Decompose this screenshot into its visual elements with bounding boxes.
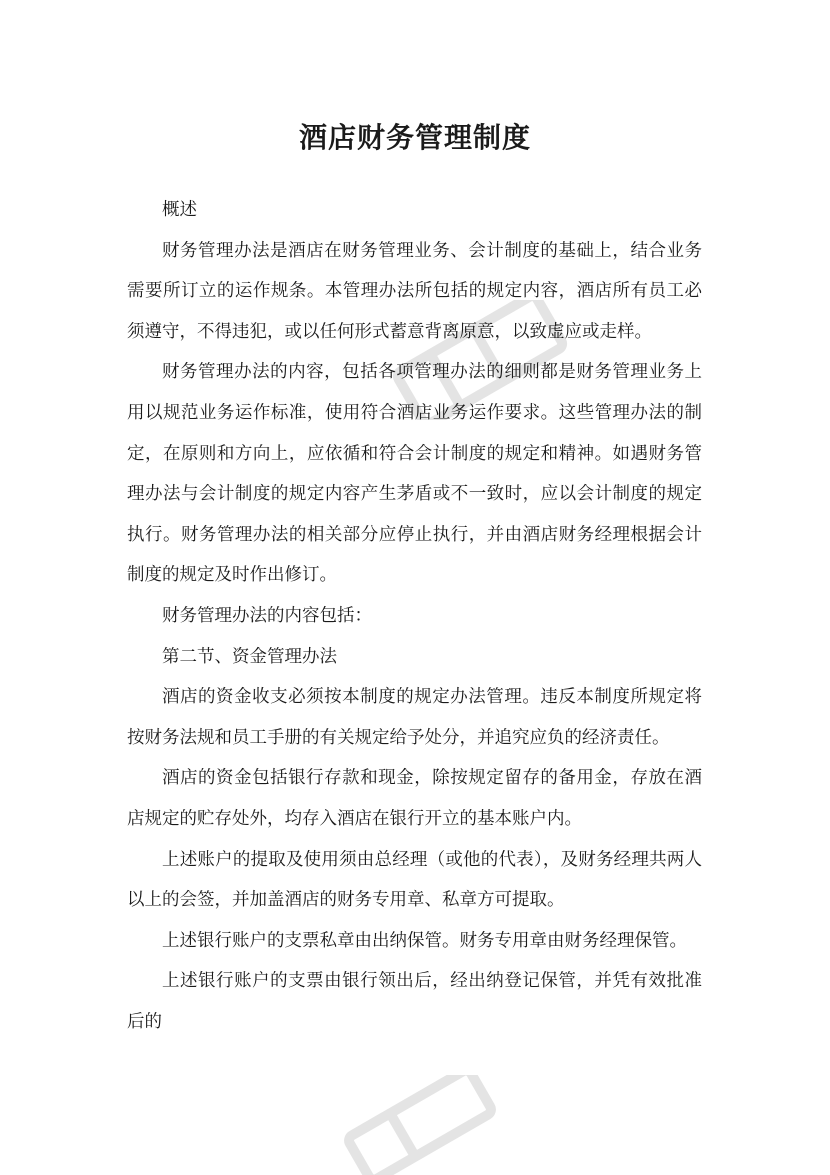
section-heading-fund-management: 第二节、资金管理办法 [162, 646, 337, 667]
paragraph: 上述银行账户的支票私章由出纳保管。财务专用章由财务经理保管。 [162, 930, 687, 951]
paragraph: 上述银行账户的支票由银行领出后，经出纳登记保管，并凭有效批准后的 [127, 971, 702, 1032]
paragraph: 酒店的资金收支必须按本制度的规定办法管理。违反本制度所规定将按财务法规和员工手册的有关规定给予处分，并追究应负的经济责任。 [127, 687, 702, 748]
paragraph: 上述账户的提取及使用须由总经理（或他的代表），及财务经理共两人以上的会签，并加盖酒店的财务专用章、私章方可提取。 [127, 849, 702, 911]
document-title: 酒店财务管理制度 [298, 121, 531, 154]
watermark-logo [330, 1075, 510, 1175]
section-heading-overview: 概述 [162, 200, 197, 220]
paragraph: 财务管理办法的内容包括： [162, 605, 372, 626]
paragraph: 财务管理办法的内容，包括各项管理办法的细则都是财务管理业务上用以规范业务运作标准，使用符合酒店业务运作要求。这些管理办法的制定，在原则和方向上，应依循和符合会计制度的规定和精神。如遇财务管理办法与会计制度的规定内容产生茅盾或不一致时，应以会计制度的规定执行。财务管理办法的相关部分应停止执行，并由酒店财务经理根据会计制度的规定及时作出修订。 [127, 362, 702, 586]
document-body [127, 190, 702, 1042]
paragraph: 财务管理办法是酒店在财务管理业务、会计制度的基础上，结合业务需要所订立的运作规条。本管理办法所包括的规定内容，酒店所有员工必须遵守，不得违犯，或以任何形式蓄意背离原意，以致虚应或走样。 [127, 240, 702, 342]
paragraph: 酒店的资金包括银行存款和现金，除按规定留存的备用金，存放在酒店规定的贮存处外，均存入酒店在银行开立的基本账户内。 [127, 768, 702, 829]
